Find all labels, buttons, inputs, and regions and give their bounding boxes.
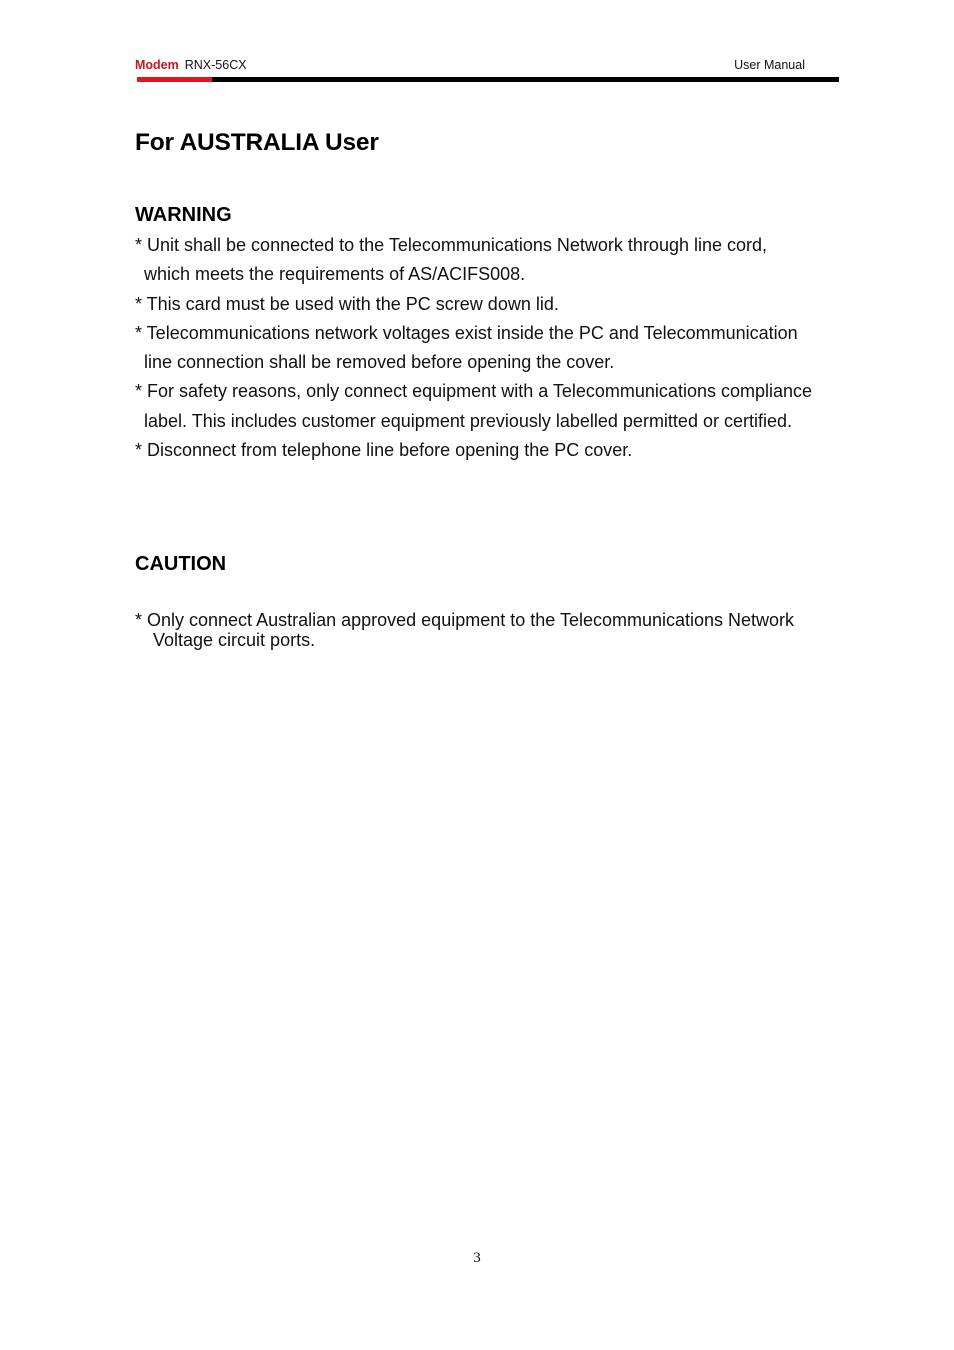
- model-label: RNX-56CX: [184, 58, 247, 72]
- caution-item: * Only connect Australian approved equipment to the Telecommunications Network Voltage circuit ports.: [135, 610, 795, 650]
- page-title: For AUSTRALIA User: [135, 129, 379, 156]
- warning-item: * For safety reasons, only connect equipment with a Telecommunications compliance label. This includes customer equipment previously labelled permitted or certified.: [135, 381, 813, 431]
- warning-item: * Disconnect from telephone line before opening the PC cover.: [135, 440, 633, 461]
- brand-label: Modem: [135, 58, 179, 72]
- page-number: 3: [473, 1250, 481, 1266]
- document-type-label: User Manual: [734, 58, 805, 72]
- header-accent-rule: [137, 77, 212, 82]
- warning-item: * Unit shall be connected to the Telecommunications Network through line cord, which meets the requirements of AS/ACIFS008.: [135, 235, 768, 285]
- warning-list: [135, 231, 815, 465]
- warning-item: * Telecommunications network voltages exist inside the PC and Telecommunication line connection shall be removed before opening the cover.: [135, 322, 798, 373]
- running-header: [135, 58, 247, 72]
- warning-heading: WARNING: [135, 204, 232, 226]
- caution-list: [135, 610, 815, 650]
- warning-item: * This card must be used with the PC screw down lid.: [135, 293, 559, 314]
- caution-heading: CAUTION: [135, 553, 227, 575]
- header-rule: [137, 77, 839, 82]
